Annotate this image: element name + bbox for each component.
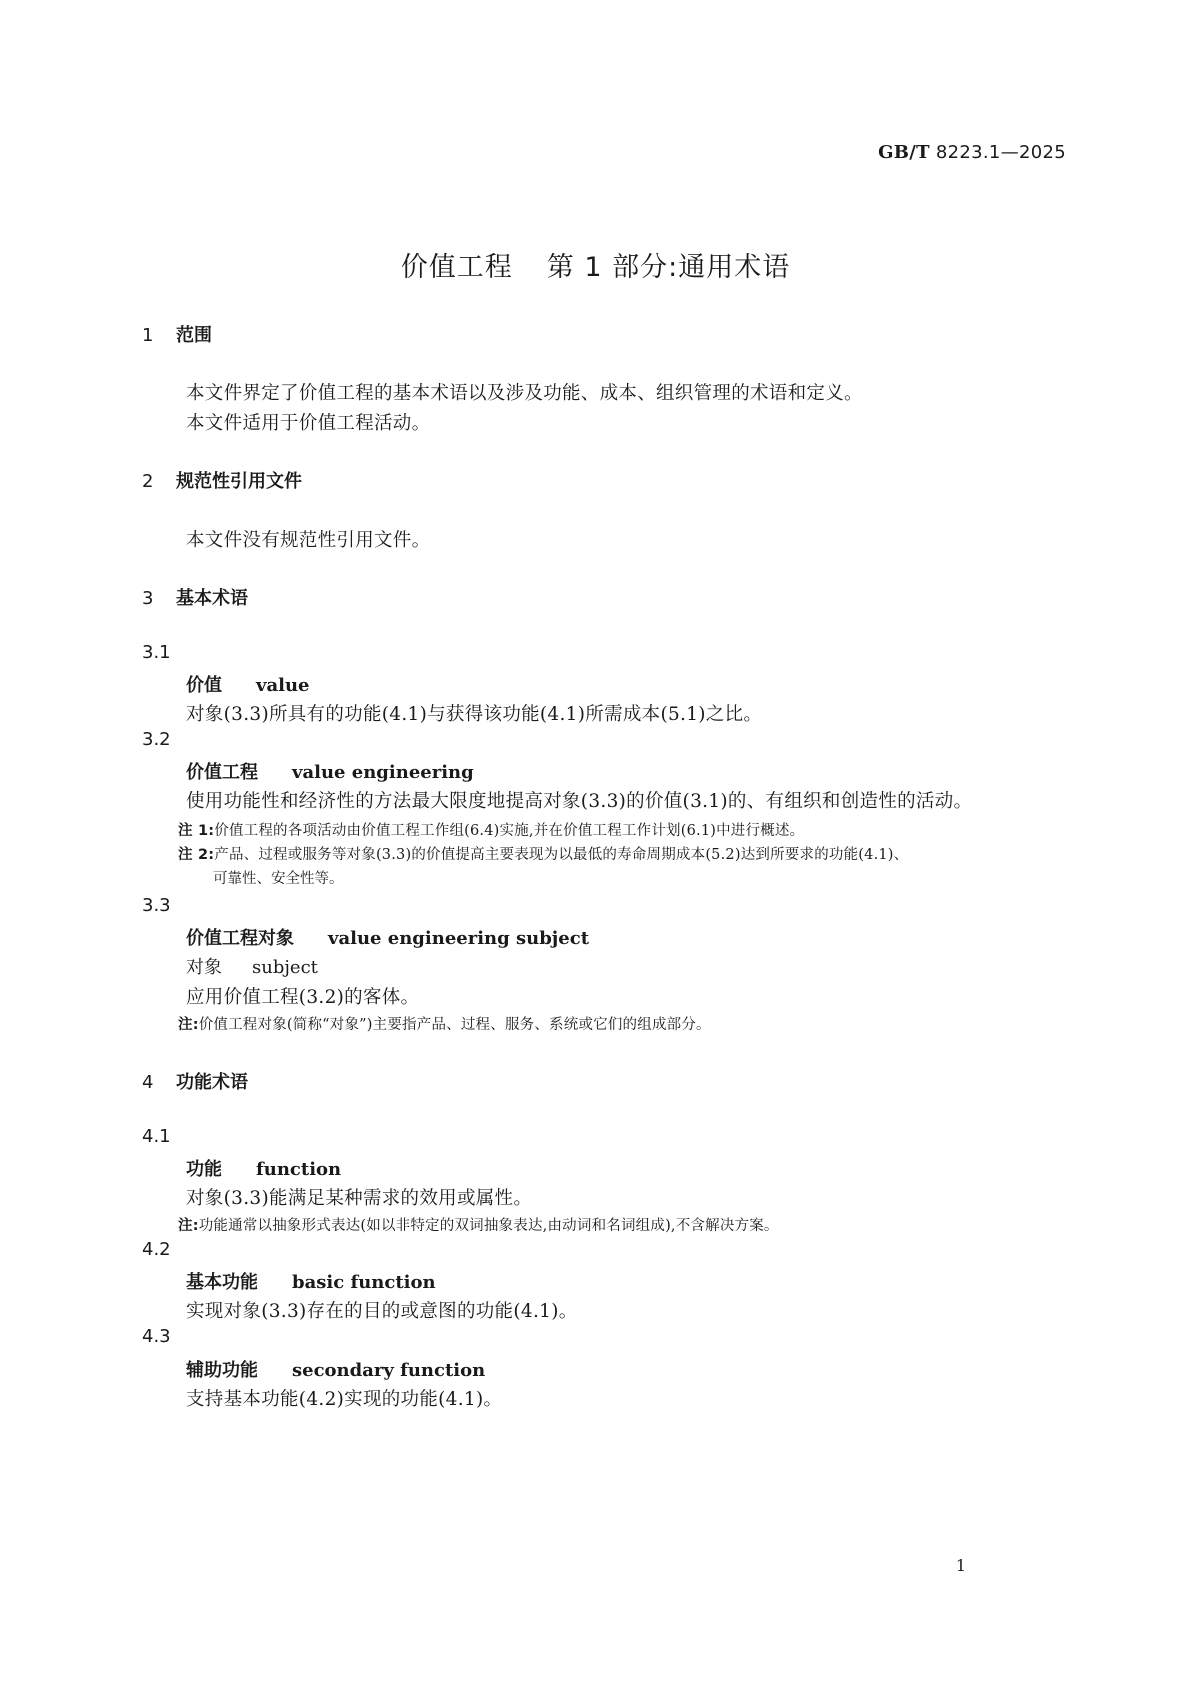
term-3-3: 价值工程对象 value engineering subject (186, 928, 590, 949)
scope-paragraph-2: 本文件适用于价值工程活动。 (186, 413, 431, 434)
note-4-1: 注:功能通常以抽象形式表达(如以非特定的双词抽象表达,由动词和名词组成),不含解决方案。 (178, 1218, 779, 1234)
term-3-1: 价值 value (186, 675, 310, 696)
scope-paragraph-1: 本文件界定了价值工程的基本术语以及涉及功能、成本、组织管理的术语和定义。 (186, 383, 863, 404)
standard-code (878, 142, 1066, 163)
page-number: 1 (955, 1556, 966, 1575)
section-heading-2: 2 规范性引用文件 (142, 471, 302, 492)
term-4-3: 辅助功能 secondary function (186, 1360, 486, 1381)
note-3-2-2: 注 2:产品、过程或服务等对象(3.3)的价值提高主要表现为以最低的寿命周期成本(5.2)达到所要求的功能(4.1)、 (178, 847, 909, 863)
term-3-2: 价值工程 value engineering (186, 762, 474, 783)
definition-4-1: 对象(3.3)能满足某种需求的效用或属性。 (186, 1188, 533, 1209)
code-number: 8223.1—2025 (935, 142, 1066, 163)
normative-paragraph: 本文件没有规范性引用文件。 (186, 530, 431, 551)
term-number-4-3: 4.3 (142, 1326, 171, 1347)
term-number-3-2: 3.2 (142, 729, 171, 750)
section-heading-3: 3 基本术语 (142, 588, 248, 609)
note-3-3: 注:价值工程对象(简称“对象”)主要指产品、过程、服务、系统或它们的组成部分。 (178, 1017, 711, 1033)
definition-3-3: 应用价值工程(3.2)的客体。 (186, 987, 420, 1008)
title-part2: 第 1 部分:通用术语 (546, 252, 791, 283)
note-3-2-2-continued: 可靠性、安全性等。 (213, 871, 344, 887)
term-4-2: 基本功能 basic function (186, 1272, 436, 1293)
title-part1: 价值工程 (400, 252, 513, 283)
definition-3-2: 使用功能性和经济性的方法最大限度地提高对象(3.3)的价值(3.1)的、有组织和创造性的活动。 (186, 791, 973, 812)
term-number-3-1: 3.1 (142, 642, 171, 663)
term-number-4-1: 4.1 (142, 1126, 171, 1147)
section-heading-4: 4 功能术语 (142, 1072, 248, 1093)
definition-4-3: 支持基本功能(4.2)实现的功能(4.1)。 (186, 1389, 503, 1410)
note-3-2-1: 注 1:价值工程的各项活动由价值工程工作组(6.4)实施,并在价值工程工作计划(6.1)中进行概述。 (178, 823, 805, 839)
term-number-4-2: 4.2 (142, 1239, 171, 1260)
code-prefix: GB/T (878, 142, 930, 163)
document-title (0, 245, 1191, 284)
definition-3-1: 对象(3.3)所具有的功能(4.1)与获得该功能(4.1)所需成本(5.1)之比。 (186, 704, 763, 725)
term-4-1: 功能 function (186, 1159, 342, 1180)
definition-4-2: 实现对象(3.3)存在的目的或意图的功能(4.1)。 (186, 1301, 578, 1322)
term-number-3-3: 3.3 (142, 895, 171, 916)
synonym-3-3: 对象 subject (186, 957, 318, 978)
section-heading-1: 1 范围 (142, 325, 212, 346)
